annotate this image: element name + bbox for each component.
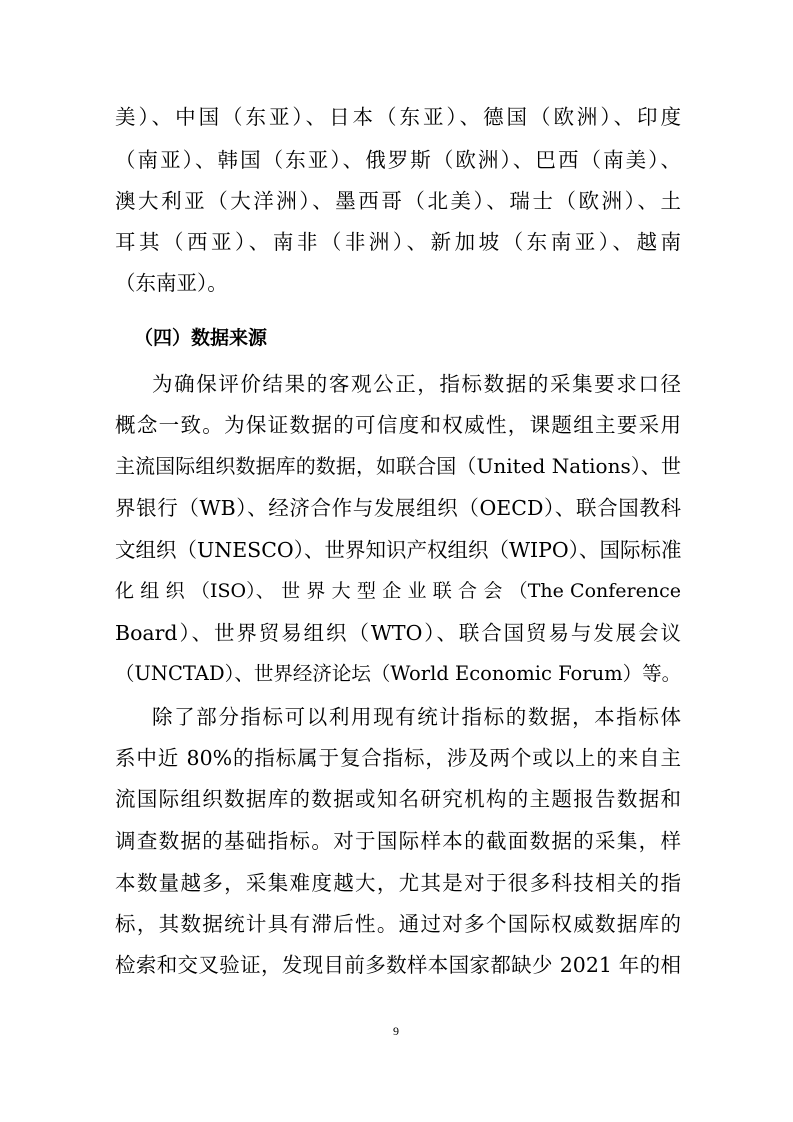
paragraph-line: 系中近 80%的指标属于复合指标，涉及两个或以上的来自主 <box>115 746 681 770</box>
paragraph-line: （UNCTAD）、世界经济论坛（World Economic Forum）等。 <box>115 662 682 685</box>
paragraph-line: 流国际组织数据库的数据或知名研究机构的主题报告数据和 <box>115 787 681 811</box>
paragraph-line: 除了部分指标可以利用现有统计指标的数据，本指标体 <box>152 705 681 729</box>
paragraph-line: 主流国际组织数据库的数据，如联合国（United Nations）、世 <box>115 454 681 478</box>
paragraph-line: 调查数据的基础指标。对于国际样本的截面数据的采集，样 <box>115 829 681 853</box>
paragraph-line: 检索和交叉验证，发现目前多数样本国家都缺少 2021 年的相 <box>115 953 681 977</box>
paragraph-line: 界银行（WB）、经济合作与发展组织（OECD）、联合国教科 <box>115 496 681 520</box>
paragraph-line: 化 组 织 （ISO）、 世 界 大 型 企 业 联 合 会 （The Conference <box>115 580 681 602</box>
text-line: 耳其（西亚）、南非（非洲）、新加坡（东南亚）、越南 <box>115 230 681 254</box>
paragraph-line: Board）、世界贸易组织（WTO）、联合国贸易与发展会议 <box>115 621 681 645</box>
page-number: 9 <box>393 1024 399 1038</box>
paragraph-line: 本数量越多，采集难度越大，尤其是对于很多科技相关的指 <box>115 871 681 895</box>
text-line: （南亚）、韩国（东亚）、俄罗斯（欧洲）、巴西（南美）、 <box>115 148 681 172</box>
section-heading: （四）数据来源 <box>134 327 268 349</box>
paragraph-line: 标，其数据统计具有滞后性。通过对多个国际权威数据库的 <box>115 912 681 936</box>
text-line: 美）、中国（东亚）、日本（东亚）、德国（欧洲）、印度 <box>115 105 681 129</box>
text-line: （东南亚）。 <box>115 271 228 295</box>
paragraph-line: 为确保评价结果的客观公正，指标数据的采集要求口径 <box>152 372 681 396</box>
paragraph-line: 文组织（UNESCO）、世界知识产权组织（WIPO）、国际标准 <box>115 538 682 562</box>
paragraph-line: 概念一致。为保证数据的可信度和权威性，课题组主要采用 <box>115 413 681 437</box>
text-line: 澳大利亚（大洋洲）、墨西哥（北美）、瑞士（欧洲）、土 <box>115 189 681 213</box>
